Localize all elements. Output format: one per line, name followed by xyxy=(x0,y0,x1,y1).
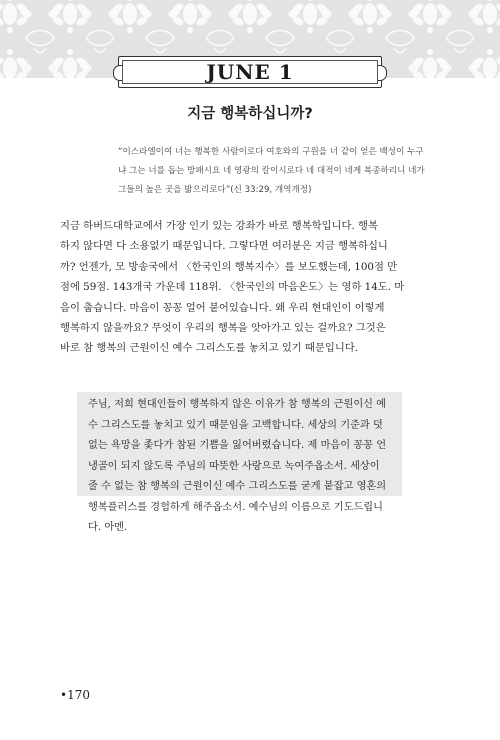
verse-line: 그들의 높은 곳을 밟으리로다”(신 33:29, 개역개정) xyxy=(118,185,312,195)
body-line: 행복하지 않을까요? 무엇이 우리의 행복을 앗아가고 있는 걸까요? 그것은 xyxy=(60,321,386,334)
body-line: 음이 춥습니다. 마음이 꽁꽁 얼어 붙어있습니다. 왜 우리 현대인이 이렇게 xyxy=(60,301,385,314)
prayer-line: 줄 수 없는 참 행복의 근원이신 예수 그리스도를 굳게 붙잡고 영혼의 xyxy=(88,481,387,492)
body-line: 지금 하버드대학교에서 가장 인기 있는 강좌가 바로 행복학입니다. 행복 xyxy=(60,220,378,232)
body-line: 바로 참 행복의 근원이신 예수 그리스도를 놓치고 있기 때문입니다. xyxy=(60,342,359,355)
prayer-line: 행복플러스를 경험하게 해주옵소서. 예수님의 이름으로 기도드립니 xyxy=(88,501,383,513)
prayer-line: 수 그리스도를 놓치고 있기 때문임을 고백합니다. 세상의 기준과 덧 xyxy=(88,419,383,431)
verse-line: 냐 그는 너를 돕는 방패시요 네 영광의 칼이시로다 네 대적이 네게 복종하리니 네가 xyxy=(118,166,425,176)
prayer-text xyxy=(88,395,408,539)
date-title: JUNE 1 xyxy=(206,60,294,84)
body-line: 까? 언젠가, 모 방송국에서 〈한국인의 행복지수〉를 보도했는데, 100점 만 xyxy=(60,260,398,273)
scripture-verse xyxy=(118,143,425,200)
devotion-heading: 지금 행복하십니까? xyxy=(187,106,313,122)
page-number: •170 xyxy=(60,688,90,702)
verse-line: “이스라엘이여 너는 행복한 사람이로다 여호와의 구원을 너 같이 얻은 백성이 누구 xyxy=(118,147,424,157)
body-line: 점에 59점. 143개국 가운데 118위. 〈한국인의 마음온도〉는 영하 14도. 마 xyxy=(60,281,405,294)
devotion-body xyxy=(60,216,455,359)
date-title-frame xyxy=(118,56,382,88)
body-line: 하지 않다면 다 소용없기 때문입니다. 그렇다면 여러분은 지금 행복하십니 xyxy=(60,240,388,253)
prayer-line: 주님, 저희 현대인들이 행복하지 않은 이유가 참 행복의 근원이신 예 xyxy=(88,399,387,410)
prayer-line: 냉골이 되지 않도록 주님의 따뜻한 사랑으로 녹여주옵소서. 세상이 xyxy=(88,460,380,472)
prayer-line: 다. 아멘. xyxy=(88,522,128,533)
prayer-line: 없는 욕망을 좇다가 참된 기쁨을 잃어버렸습니다. 제 마음이 꽁꽁 언 xyxy=(88,440,387,451)
